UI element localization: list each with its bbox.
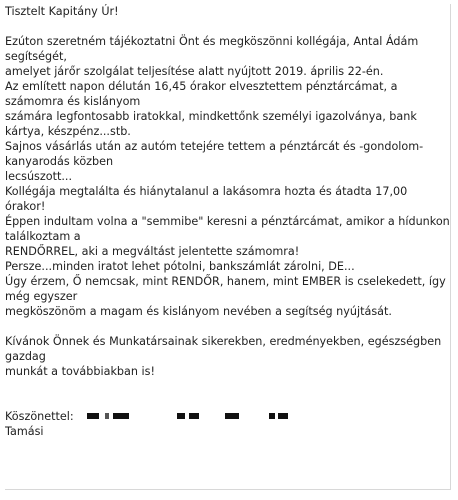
redaction-mark — [278, 413, 288, 419]
salutation: Tisztelt Kapitány Úr! — [5, 5, 119, 18]
closing-paragraph — [5, 334, 451, 379]
letter-line: számára legfontosabb iratokkal, mindkettőnk személyi igazolványa, bank — [5, 110, 417, 123]
letter-line: segítségét, — [5, 50, 67, 63]
redaction-mark — [105, 413, 109, 419]
signoff-row — [5, 409, 451, 424]
letter-line: lecsúszott... — [5, 170, 73, 183]
spacer — [5, 379, 451, 394]
letter-line: találkoztam a — [5, 230, 81, 243]
closing-line: munkát a továbbiakban is! — [5, 365, 155, 378]
redaction-mark — [269, 413, 275, 419]
spacer — [5, 394, 451, 409]
letter-line: órakor! — [5, 200, 46, 213]
letter-line: számomra és kislányom — [5, 95, 141, 108]
spacer — [5, 19, 451, 34]
page-border-bottom — [5, 489, 451, 490]
letter-line: RENDŐRREL, aki a megváltást jelentette számomra! — [5, 245, 300, 258]
letter-line: Úgy érzem, Ő nemcsak, mint RENDŐR, hanem, mint EMBER is cselekedett, így — [5, 275, 446, 288]
redaction-mark — [113, 413, 129, 419]
letter-line: Éppen indultam volna a "semmibe" keresni a pénztárcámat, amikor a hídunkon — [5, 215, 450, 228]
redaction-mark — [189, 413, 199, 419]
letter-line: megköszönöm a magam és kislányom nevében a segítség nyújtását. — [5, 305, 392, 318]
closing-line: gazdag — [5, 350, 46, 363]
signature-name: Tamási — [5, 425, 44, 438]
letter-line: Kollégája megtalálta és hiánytalanul a lakásomra hozta és átadta 17,00 — [5, 185, 408, 198]
closing-line: Kívánok Önnek és Munkatársainak sikerekben, eredményekben, egészségben — [5, 335, 442, 348]
letter-line: Sajnos vásárlás után az autóm tetejére tettem a pénztárcát és -gondolom- — [5, 140, 424, 153]
letter-line: kanyarodás közben — [5, 155, 114, 168]
letter-line: amelyet járőr szolgálat teljesítése alatt nyújtott 2019. április 22-én. — [5, 65, 384, 78]
redaction-mark — [177, 413, 185, 419]
redaction-mark — [87, 413, 99, 419]
letter-line: kártya, készpénz...stb. — [5, 125, 131, 138]
letter-paragraph — [5, 34, 451, 319]
spacer — [5, 319, 451, 334]
signoff-text: Köszönettel: — [5, 410, 74, 423]
letter-line: még egyszer — [5, 290, 78, 303]
redaction-mark — [225, 413, 239, 419]
letter-body — [5, 4, 451, 490]
letter-line: Ezúton szeretném tájékoztatni Önt és megköszönni kollégája, Antal Ádám — [5, 35, 419, 48]
page-border-right — [450, 4, 451, 490]
letter-line: Persze...minden iratot lehet pótolni, bankszámlát zárolni, DE... — [5, 260, 355, 273]
letter-line: Az említett napon délután 16,45 órakor elvesztettem pénztárcámat, a — [5, 80, 398, 93]
